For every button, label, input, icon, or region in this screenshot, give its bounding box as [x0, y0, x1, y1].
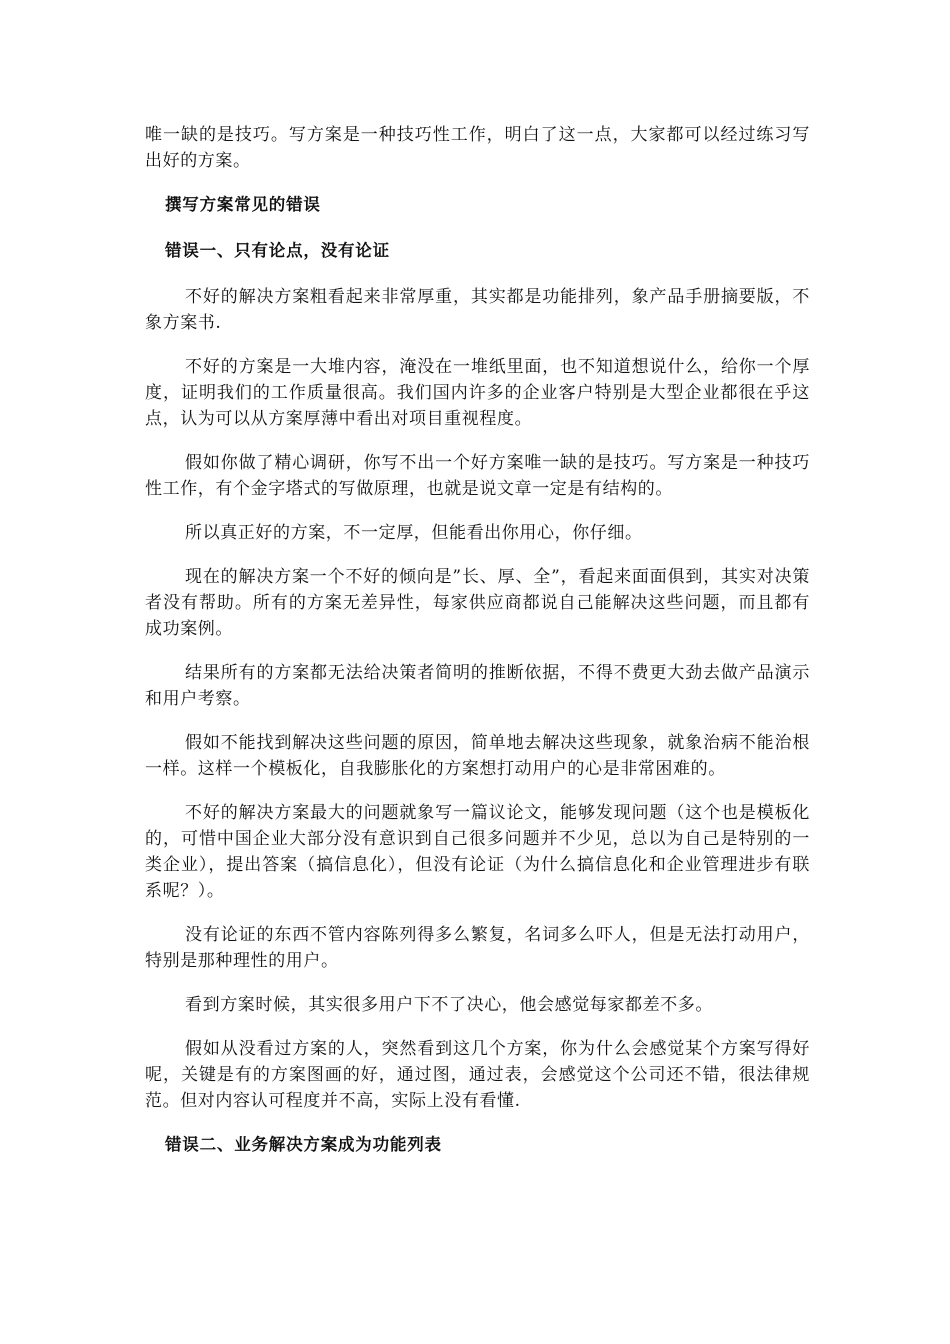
body-paragraph: 不好的解决方案粗看起来非常厚重，其实都是功能排列，象产品手册摘要版，不象方案书.	[145, 287, 810, 333]
body-paragraph: 所以真正好的方案，不一定厚，但能看出你用心，你仔细。	[185, 523, 643, 543]
error2-title: 错误二、业务解决方案成为功能列表	[165, 1135, 442, 1154]
intro-paragraph: 唯一缺的是技巧。写方案是一种技巧性工作，明白了这一点，大家都可以经过练习写出好的方案。	[145, 125, 810, 171]
body-paragraph: 没有论证的东西不管内容陈列得多么繁复，名词多么吓人，但是无法打动用户，特别是那种理性的用户。	[145, 925, 810, 971]
body-paragraph: 不好的解决方案最大的问题就象写一篇议论文，能够发现问题（这个也是模板化的，可惜中国企业大部分没有意识到自己很多问题并不少见，总以为自己是特别的一类企业），提出答案（搞信息化），但没有论证（为什么搞信息化和企业管理进步有联系呢？）。	[145, 803, 810, 901]
section-title: 撰写方案常见的错误	[165, 195, 321, 214]
body-paragraph: 假如不能找到解决这些问题的原因，简单地去解决这些现象，就象治病不能治根一样。这样一个模板化，自我膨胀化的方案想打动用户的心是非常困难的。	[145, 733, 810, 779]
body-paragraph: 假如从没看过方案的人，突然看到这几个方案，你为什么会感觉某个方案写得好呢，关键是有的方案图画的好，通过图，通过表，会感觉这个公司还不错，很法律规范。但对内容认可程度并不高，实际上没有看懂.	[145, 1039, 810, 1111]
document-page	[145, 122, 810, 1178]
error1-title: 错误一、只有论点，没有论证	[165, 241, 390, 260]
body-paragraph: 假如你做了精心调研，你写不出一个好方案唯一缺的是技巧。写方案是一种技巧性工作，有个金字塔式的写做原理，也就是说文章一定是有结构的。	[145, 453, 810, 499]
body-paragraph: 现在的解决方案一个不好的倾向是”长、厚、全”，看起来面面俱到，其实对决策者没有帮助。所有的方案无差异性，每家供应商都说自己能解决这些问题，而且都有成功案例。	[145, 567, 810, 639]
body-paragraph: 结果所有的方案都无法给决策者简明的推断依据，不得不费更大劲去做产品演示和用户考察。	[145, 663, 810, 709]
body-paragraph: 看到方案时候，其实很多用户下不了决心，他会感觉每家都差不多。	[185, 995, 713, 1015]
body-paragraph: 不好的方案是一大堆内容，淹没在一堆纸里面，也不知道想说什么，给你一个厚度，证明我们的工作质量很高。我们国内许多的企业客户特别是大型企业都很在乎这点，认为可以从方案厚薄中看出对项目重视程度。	[145, 357, 810, 429]
